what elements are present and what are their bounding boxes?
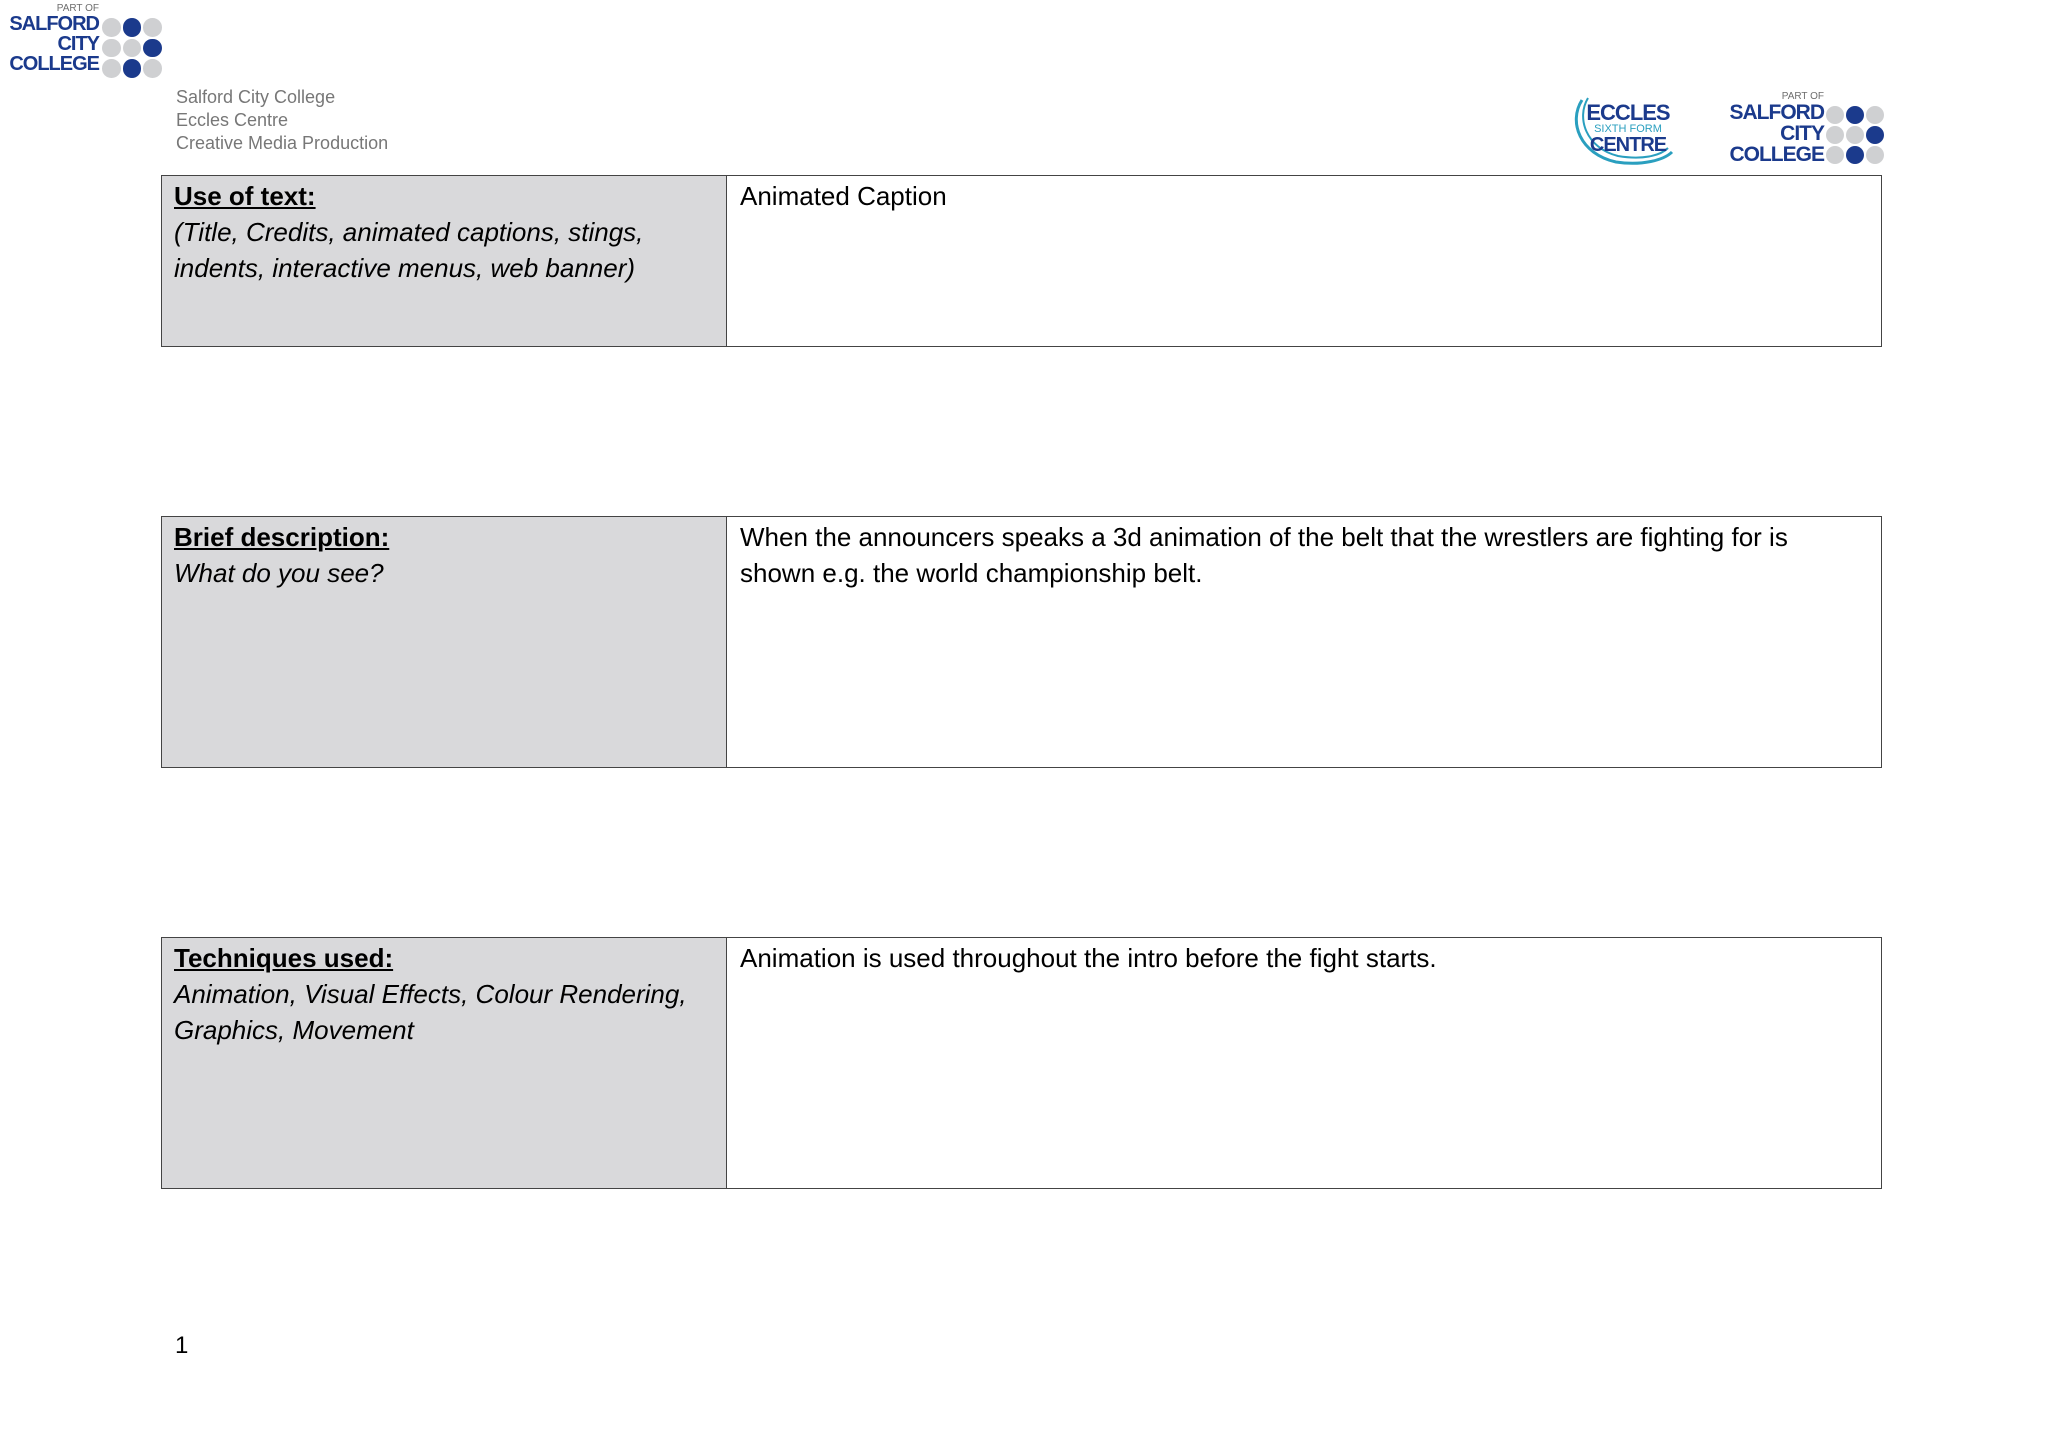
- section-techniques-used: [161, 937, 1882, 1189]
- org-centre: Eccles Centre: [176, 110, 289, 130]
- section-use-of-text: [161, 175, 1882, 347]
- salford-logo-right: [1718, 92, 1886, 164]
- section-hint: What do you see?: [174, 558, 384, 588]
- section-answer: Animated Caption: [740, 181, 947, 211]
- section-label-cell: [162, 176, 727, 346]
- logo-dots: [102, 18, 162, 78]
- section-heading: Techniques used:: [174, 943, 394, 973]
- section-brief-description: [161, 516, 1882, 768]
- logo-line1: SALFORD: [9, 13, 99, 35]
- section-label-cell: [162, 517, 727, 767]
- eccles-line2: SIXTH FORM: [1594, 123, 1662, 135]
- logo-right-dots: [1826, 106, 1884, 164]
- logo-right-line3: COLLEGE: [1729, 143, 1824, 166]
- section-heading: Use of text:: [174, 181, 316, 211]
- logo-right-line2: CITY: [1780, 122, 1824, 145]
- section-hint: (Title, Credits, animated captions, stings, indents, interactive menus, web banner): [174, 217, 644, 283]
- section-label-cell: [162, 938, 727, 1188]
- eccles-line3: CENTRE: [1589, 134, 1667, 156]
- page-number: 1: [175, 1332, 189, 1359]
- eccles-logo: [1572, 92, 1676, 168]
- section-answer: Animation is used throughout the intro before the fight starts.: [740, 943, 1437, 973]
- section-hint: Animation, Visual Effects, Colour Rendering, Graphics, Movement: [174, 979, 687, 1045]
- salford-logo-left: [6, 4, 166, 78]
- section-answer: When the announcers speaks a 3d animation of the belt that the wrestlers are fighting for is shown e.g. the world championship belt.: [740, 522, 1788, 588]
- logo-right-line1: SALFORD: [1729, 101, 1824, 124]
- logo-line3: COLLEGE: [9, 53, 99, 75]
- org-college: Salford City College: [176, 87, 336, 107]
- logo-part-of-text: PART OF: [56, 3, 99, 14]
- organisation-lines: [176, 86, 388, 155]
- section-heading: Brief description:: [174, 522, 390, 552]
- eccles-line1: ECCLES: [1586, 100, 1670, 125]
- org-course: Creative Media Production: [176, 133, 389, 153]
- logo-line2: CITY: [57, 33, 99, 55]
- logo-right-part-of-text: PART OF: [1781, 91, 1824, 102]
